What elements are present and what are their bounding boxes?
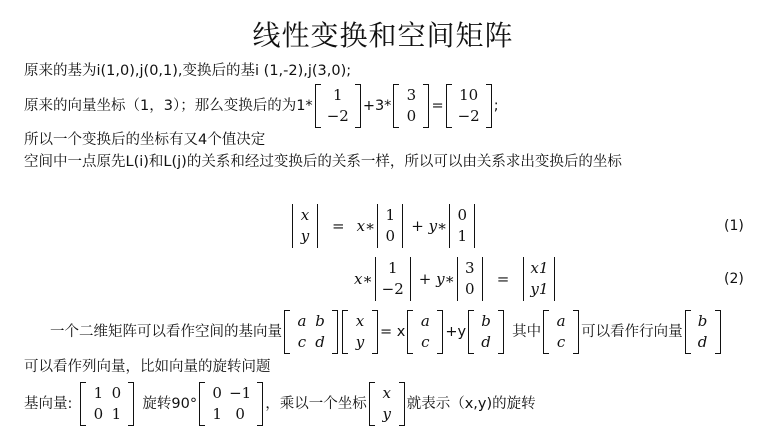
equals-x: = x: [380, 324, 406, 340]
equals-sign: =: [496, 270, 510, 288]
matrix-cell: x: [355, 312, 365, 330]
column-vector-line: [24, 357, 271, 377]
four-values-line: [24, 130, 265, 150]
plus-y-star: + y∗: [418, 270, 455, 288]
bd-column-b: [685, 310, 721, 354]
where-text: 其中: [512, 324, 542, 340]
column-1-vector: [375, 257, 411, 301]
matrix-cell: y: [355, 333, 365, 351]
equation-1: [290, 204, 477, 248]
equals-sign: =: [332, 217, 345, 235]
identity-matrix: [80, 382, 134, 426]
matrix-cell: 0: [385, 227, 395, 245]
rotation-matrix: [199, 382, 263, 426]
matrix-cell: −2: [326, 107, 349, 125]
ac-column-b: [543, 310, 579, 354]
column-2-vector: [449, 204, 475, 248]
basis-description: [24, 61, 351, 81]
vector-transform-line: [24, 84, 499, 128]
matrix-cell: 1: [332, 86, 343, 104]
column-2-vector: [457, 257, 483, 301]
relation-text: 空间中一点原先L(i)和L(j)的关系和经过变换后的关系一样，所以可以由关系求出变换后的坐标: [24, 154, 622, 170]
matrix-cell: x1: [530, 259, 549, 277]
result-vector-matrix: [446, 84, 492, 128]
matrix-cell: 0: [457, 206, 468, 224]
rotation-suffix: 就表示（x,y)的旋转: [406, 396, 536, 412]
matrix-cell: 10: [459, 86, 479, 104]
x-star: x∗: [356, 217, 376, 235]
matrix-cell: y1: [530, 280, 549, 298]
matrix-cell: b: [697, 312, 708, 330]
matrix-cell: 1: [385, 206, 395, 224]
matrix-cell: x: [300, 206, 310, 224]
matrix-cell: 0: [212, 384, 222, 402]
xy-vector: [342, 310, 378, 354]
equation-2: [354, 257, 557, 301]
matrix-basis-prefix: 一个二维矩阵可以看作空间的基向量: [50, 324, 282, 340]
ac-column: [407, 310, 443, 354]
vector-2-matrix: [393, 84, 429, 128]
matrix-cell: −2: [381, 280, 404, 298]
column-1-vector: [377, 204, 403, 248]
plus-three: +3*: [362, 98, 392, 114]
semicolon: ;: [493, 98, 499, 114]
rotation-line: [24, 382, 536, 426]
relation-line: [24, 152, 622, 172]
column-vector-text: 可以看作列向量，比如向量的旋转问题: [24, 359, 271, 375]
multiply-coordinate-text: ，乘以一个坐标: [265, 396, 367, 412]
rhs-vector: [523, 257, 555, 301]
matrix-cell: 0: [111, 384, 122, 402]
matrix-cell: c: [297, 333, 307, 351]
matrix-cell: 0: [465, 280, 475, 298]
matrix-cell: −1: [229, 384, 252, 402]
matrix-cell: x: [382, 384, 391, 402]
plus-y: +y: [445, 324, 467, 340]
matrix-cell: 1: [387, 259, 398, 277]
matrix-cell: a: [420, 312, 430, 330]
page-title: 线性变换和空间矩阵: [252, 19, 514, 52]
matrix-cell: c: [421, 333, 430, 351]
bd-column: [468, 310, 504, 354]
lhs-vector: [292, 204, 318, 248]
matrix-cell: 1: [212, 405, 222, 423]
matrix-cell: 0: [235, 405, 245, 423]
matrix-cell: 3: [465, 259, 475, 277]
equation-2-number: (2): [724, 271, 744, 287]
matrix-cell: d: [481, 333, 491, 351]
matrix-cell: 0: [93, 405, 104, 423]
row-vector-text: 可以看作行向量: [581, 324, 683, 340]
matrix-cell: 1: [111, 405, 122, 423]
four-values-text: 所以一个变换后的坐标有又4个值决定: [24, 132, 266, 148]
matrix-cell: y: [382, 405, 391, 423]
matrix-cell: d: [697, 333, 708, 351]
rotate-90-text: 旋转90°: [142, 396, 198, 412]
coordinate-vector: [369, 382, 405, 426]
abcd-matrix: [284, 310, 338, 354]
vector-1-matrix: [315, 84, 361, 128]
matrix-cell: a: [297, 312, 307, 330]
plus-y-star: + y∗: [411, 217, 448, 235]
equation-1-number: (1): [724, 218, 744, 234]
matrix-basis-line: [50, 310, 723, 354]
matrix-cell: 0: [406, 107, 417, 125]
vector-transform-prefix: 原来的向量坐标（1，3）；那么变换后的为1*: [24, 98, 313, 114]
equals-sign: =: [431, 98, 444, 114]
matrix-cell: y: [300, 227, 310, 245]
basis-text: 原来的基为i(1,0),j(0,1),变换后的基i (1,-2),j(3,0);: [24, 63, 352, 79]
matrix-cell: b: [315, 312, 325, 330]
matrix-cell: c: [556, 333, 566, 351]
matrix-cell: 3: [406, 86, 417, 104]
basis-label: 基向量:: [24, 396, 73, 412]
matrix-cell: 1: [93, 384, 104, 402]
matrix-cell: b: [481, 312, 491, 330]
matrix-cell: −2: [457, 107, 480, 125]
matrix-cell: 1: [457, 227, 468, 245]
x-star: x∗: [354, 270, 373, 288]
matrix-cell: d: [315, 333, 325, 351]
matrix-cell: a: [556, 312, 566, 330]
